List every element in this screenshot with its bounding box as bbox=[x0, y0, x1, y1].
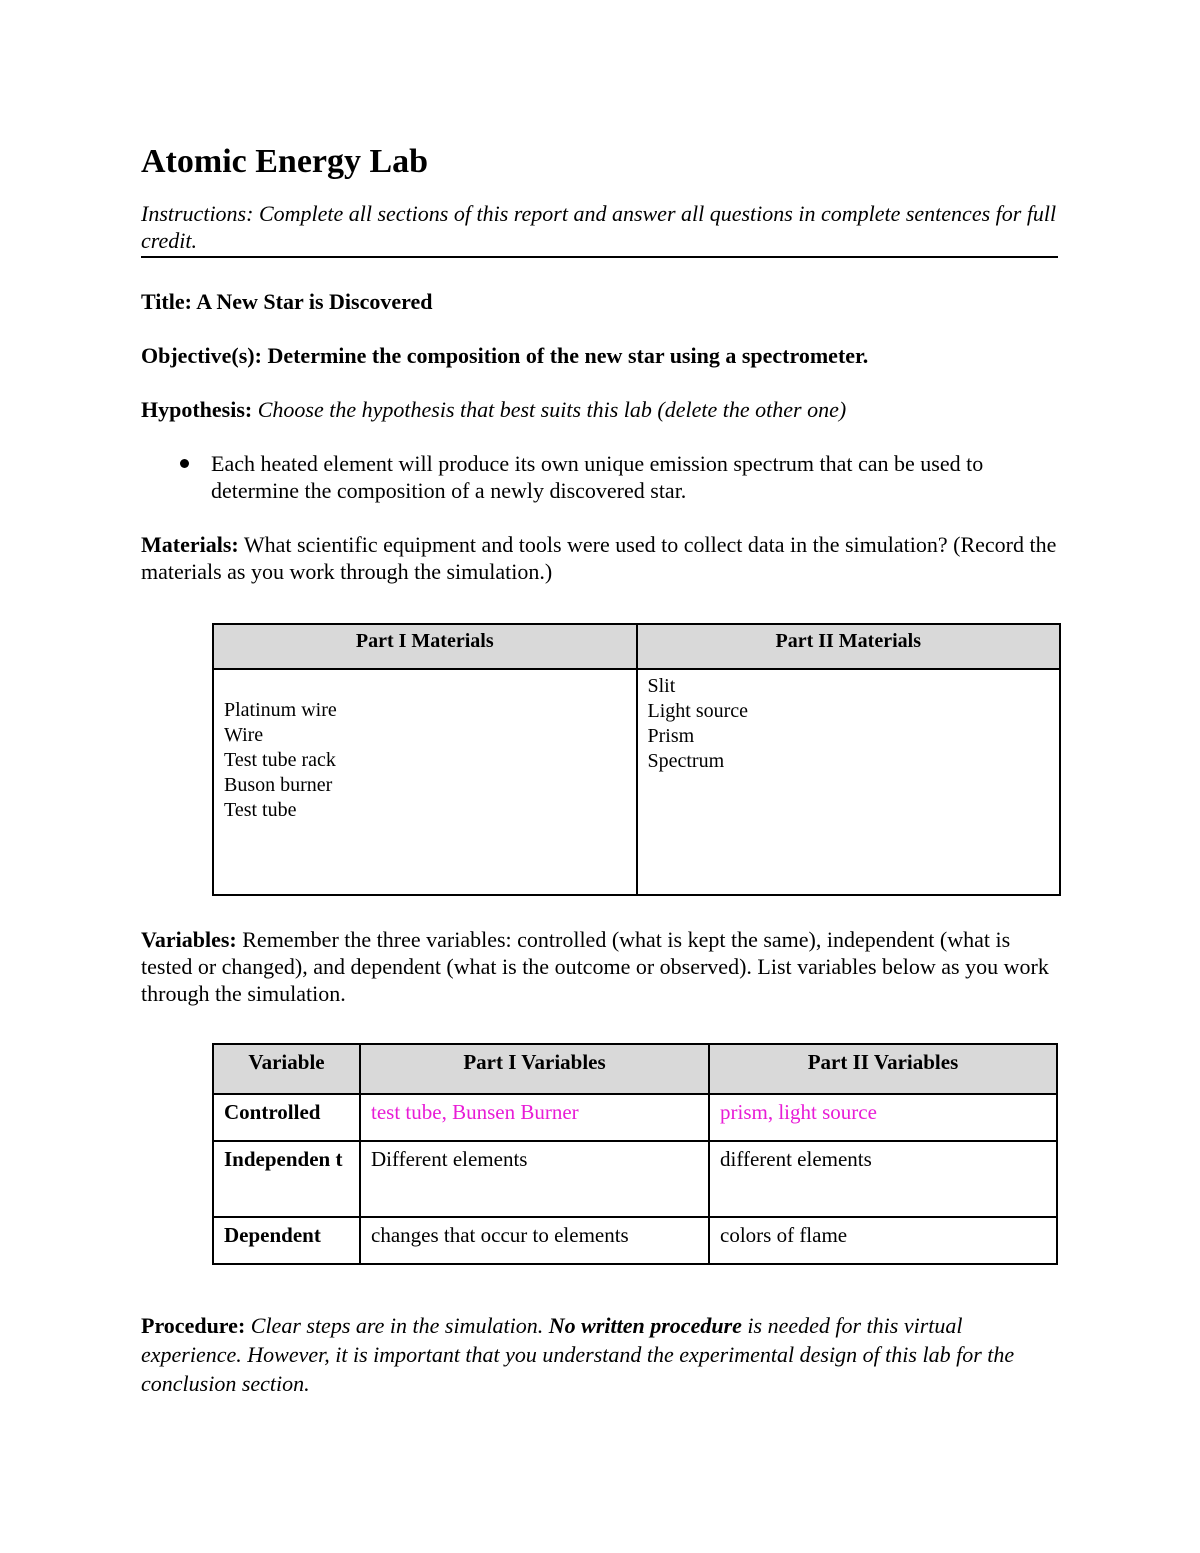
list-item: Test tube bbox=[224, 799, 297, 821]
list-item: Wire bbox=[224, 724, 264, 746]
title-label: Title: bbox=[141, 289, 192, 314]
hypothesis-prompt: Choose the hypothesis that best suits this lab (delete the other one) bbox=[257, 397, 847, 422]
controlled-part2: prism, light source bbox=[709, 1094, 1057, 1141]
instructions-text: Instructions: Complete all sections of this report and answer all questions in complete sentences for full credit. bbox=[141, 200, 1058, 258]
list-item: Platinum wire bbox=[224, 699, 337, 721]
variables-label: Variables: bbox=[141, 927, 237, 952]
procedure-section bbox=[141, 1311, 1061, 1398]
row-label-independent: Independen t bbox=[213, 1141, 360, 1217]
list-item: Buson burner bbox=[224, 774, 333, 796]
variables-text: Remember the three variables: controlled (what is kept the same), independent (what is tested or changed), and dependent (what is the outcome or observed). List variables below as you work through the simulation. bbox=[141, 927, 1049, 1006]
table-row bbox=[213, 1094, 1057, 1141]
row-label-dependent: Dependent bbox=[213, 1217, 360, 1264]
list-item: Slit bbox=[647, 675, 676, 697]
objective-label: Objective(s): bbox=[141, 343, 262, 368]
materials-section bbox=[141, 531, 1061, 585]
title-value: A New Star is Discovered bbox=[196, 289, 433, 314]
materials-body-row bbox=[213, 669, 1060, 895]
procedure-text-a: Clear steps are in the simulation. bbox=[250, 1313, 544, 1338]
variables-header-part1: Part I Variables bbox=[360, 1044, 709, 1094]
table-row bbox=[213, 1141, 1057, 1217]
materials-part1-list bbox=[224, 674, 626, 823]
dependent-part2: colors of flame bbox=[709, 1217, 1057, 1264]
independent-part2: different elements bbox=[709, 1141, 1057, 1217]
independent-part1: Different elements bbox=[360, 1141, 709, 1217]
row-label-controlled: Controlled bbox=[213, 1094, 360, 1141]
document-title: Atomic Energy Lab bbox=[141, 143, 429, 180]
title-section bbox=[141, 288, 1061, 315]
controlled-part1: test tube, Bunsen Burner bbox=[360, 1094, 709, 1141]
hypothesis-bullet-text: Each heated element will produce its own unique emission spectrum that can be used to determine the composition of a newly discovered star. bbox=[211, 451, 984, 503]
materials-header-row bbox=[213, 624, 1060, 669]
materials-text: What scientific equipment and tools were used to collect data in the simulation? (Record the materials as you work through the simulation.) bbox=[141, 532, 1057, 584]
list-item: Light source bbox=[647, 700, 749, 722]
materials-part2-cell bbox=[637, 669, 1061, 895]
document-content bbox=[141, 140, 1061, 1398]
hypothesis-section bbox=[141, 396, 1061, 423]
procedure-label: Procedure: bbox=[141, 1313, 246, 1338]
procedure-text-b: is needed for this virtual experience. However, it is important that you understand the experimental design of this lab for the conclusion section. bbox=[141, 1313, 1015, 1396]
variables-header-part2: Part II Variables bbox=[709, 1044, 1057, 1094]
variables-header-variable: Variable bbox=[213, 1044, 360, 1094]
materials-table bbox=[212, 623, 1061, 896]
bullet-icon bbox=[180, 459, 189, 468]
materials-header-part1: Part I Materials bbox=[213, 624, 637, 669]
materials-label: Materials: bbox=[141, 532, 239, 557]
objective-value: Determine the composition of the new star using a spectrometer. bbox=[267, 343, 869, 368]
list-item: Prism bbox=[647, 725, 695, 747]
materials-part1-cell bbox=[213, 669, 637, 895]
list-item: Test tube rack bbox=[224, 749, 336, 771]
list-item: Spectrum bbox=[647, 750, 725, 772]
dependent-part1: changes that occur to elements bbox=[360, 1217, 709, 1264]
variables-section bbox=[141, 926, 1061, 1007]
variables-table bbox=[212, 1043, 1058, 1265]
variables-header-row bbox=[213, 1044, 1057, 1094]
hypothesis-label: Hypothesis: bbox=[141, 397, 253, 422]
table-row bbox=[213, 1217, 1057, 1264]
materials-header-part2: Part II Materials bbox=[637, 624, 1061, 669]
hypothesis-bullet bbox=[141, 450, 1061, 504]
objective-section bbox=[141, 342, 1061, 369]
procedure-text-bold: No written procedure bbox=[548, 1313, 742, 1338]
